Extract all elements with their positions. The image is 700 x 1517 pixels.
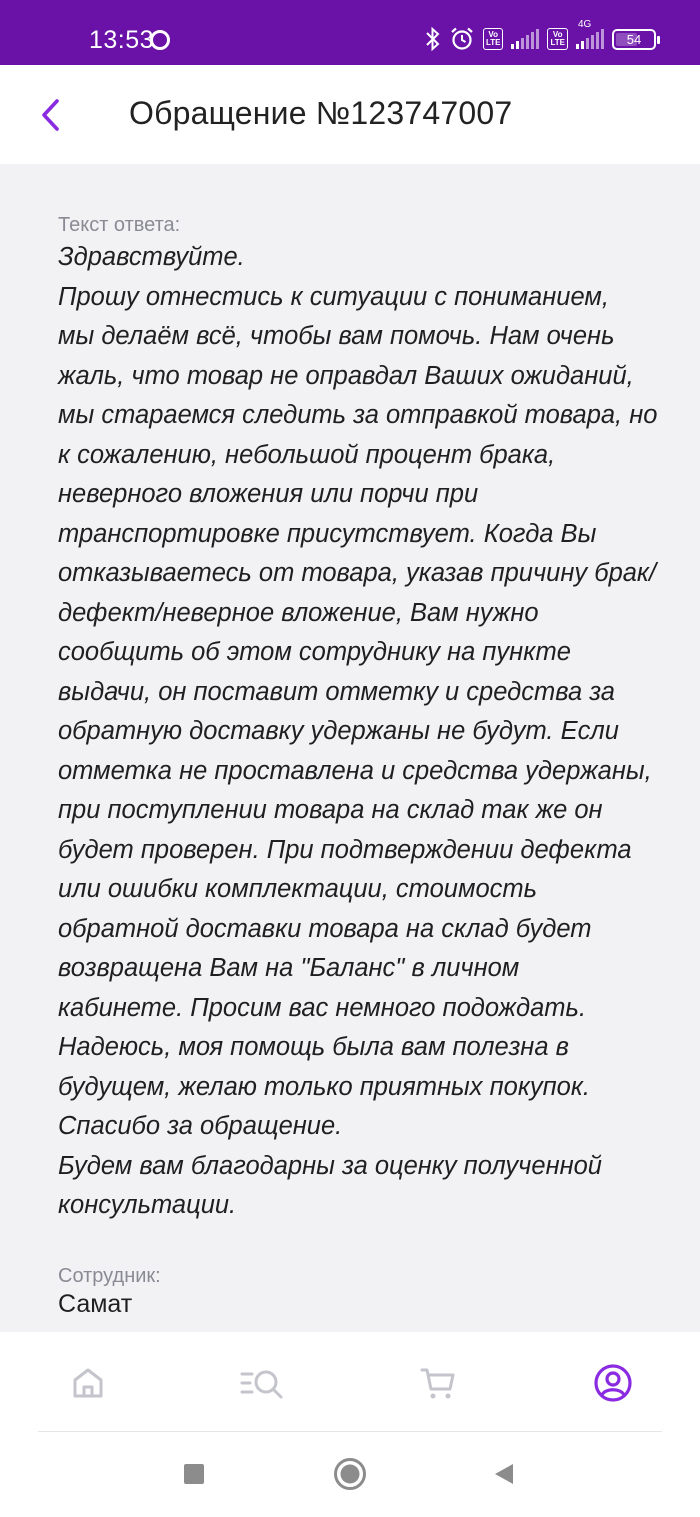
catalog-search-icon [239, 1363, 287, 1403]
tab-profile[interactable] [588, 1358, 638, 1408]
answer-line: Спасибо за обращение. [58, 1112, 343, 1140]
answer-line: возвращена Вам на "Баланс" в личном [58, 954, 520, 982]
status-time: 13:53 [89, 26, 155, 54]
nav-recents-button[interactable] [176, 1456, 212, 1492]
cart-icon [418, 1363, 458, 1403]
answer-label: Текст ответа: [58, 214, 181, 236]
home-icon [68, 1363, 108, 1403]
answer-line: мы делаём всё, чтобы вам помочь. Нам очень [58, 322, 615, 350]
answer-text [58, 238, 658, 1226]
status-bar [0, 0, 700, 65]
square-icon [182, 1462, 206, 1486]
employee-label: Сотрудник: [58, 1265, 161, 1287]
answer-line: консультации. [58, 1191, 237, 1219]
answer-line: отметка не проставлена и средства удержаны, [58, 756, 652, 785]
status-icons [425, 19, 656, 56]
answer-line: жаль, что товар не оправдал Ваших ожиданий, [58, 361, 634, 390]
network-type-label: 4G [578, 19, 592, 30]
circle-icon [333, 1457, 367, 1491]
profile-icon [592, 1362, 634, 1404]
answer-line: сообщить об этом сотруднику на пункте [58, 638, 571, 666]
notification-ring-icon [150, 30, 170, 50]
answer-line: выдачи, он поставит отметку и средства за [58, 677, 615, 706]
nav-home-button[interactable] [332, 1456, 368, 1492]
page-title: Обращение №123747007 [129, 95, 513, 131]
battery-icon [612, 29, 656, 50]
triangle-back-icon [491, 1461, 517, 1487]
answer-line: будущем, желаю только приятных покупок. [58, 1072, 590, 1101]
answer-line: Надеюсь, моя помощь была вам полезна в [58, 1033, 569, 1061]
answer-line: мы стараемся следить за отправкой товара, но [58, 401, 658, 429]
battery-level: 54 [626, 31, 642, 47]
tab-catalog[interactable] [238, 1358, 288, 1408]
answer-line: неверного вложения или порчи при [58, 480, 479, 508]
back-button[interactable] [30, 93, 70, 137]
answer-line: Здравствуйте. [58, 243, 245, 271]
alarm-icon [449, 26, 475, 52]
answer-line: при поступлении товара на склад так же он [58, 796, 603, 824]
signal-bars-icon-1 [511, 29, 539, 49]
answer-line: дефект/неверное вложение, Вам нужно [58, 598, 539, 627]
answer-line: отказываетесь от товара, указав причину брак/ [58, 559, 657, 587]
system-navigation-bar [0, 1432, 700, 1517]
ticket-content [0, 164, 700, 1332]
bottom-tab-bar [0, 1332, 700, 1432]
bluetooth-icon [425, 26, 441, 52]
tab-home[interactable] [63, 1358, 113, 1408]
answer-line: обратную доставку удержаны не будут. Если [58, 717, 619, 745]
app-header [0, 65, 700, 164]
nav-back-button[interactable] [486, 1456, 522, 1492]
signal-bars-icon-2 [576, 19, 604, 49]
volte-icon-1: Vo LTE [483, 28, 504, 50]
employee-name: Самат [58, 1290, 133, 1318]
answer-line: кабинете. Просим вас немного подождать. [58, 993, 587, 1022]
answer-line: Будем вам благодарны за оценку полученной [58, 1151, 602, 1180]
answer-line: обратной доставки товара на склад будет [58, 914, 592, 943]
answer-line: к сожалению, небольшой процент брака, [58, 440, 556, 469]
answer-line: будет проверен. При подтверждении дефекта [58, 835, 632, 864]
answer-line: или ошибки комплектации, стоимость [58, 875, 538, 903]
answer-line: транспортировке присутствует. Когда Вы [58, 519, 597, 548]
chevron-left-icon [38, 97, 62, 133]
tab-cart[interactable] [413, 1358, 463, 1408]
answer-line: Прошу отнестись к ситуации с пониманием, [58, 282, 609, 311]
volte-icon-2: Vo LTE [547, 28, 568, 50]
